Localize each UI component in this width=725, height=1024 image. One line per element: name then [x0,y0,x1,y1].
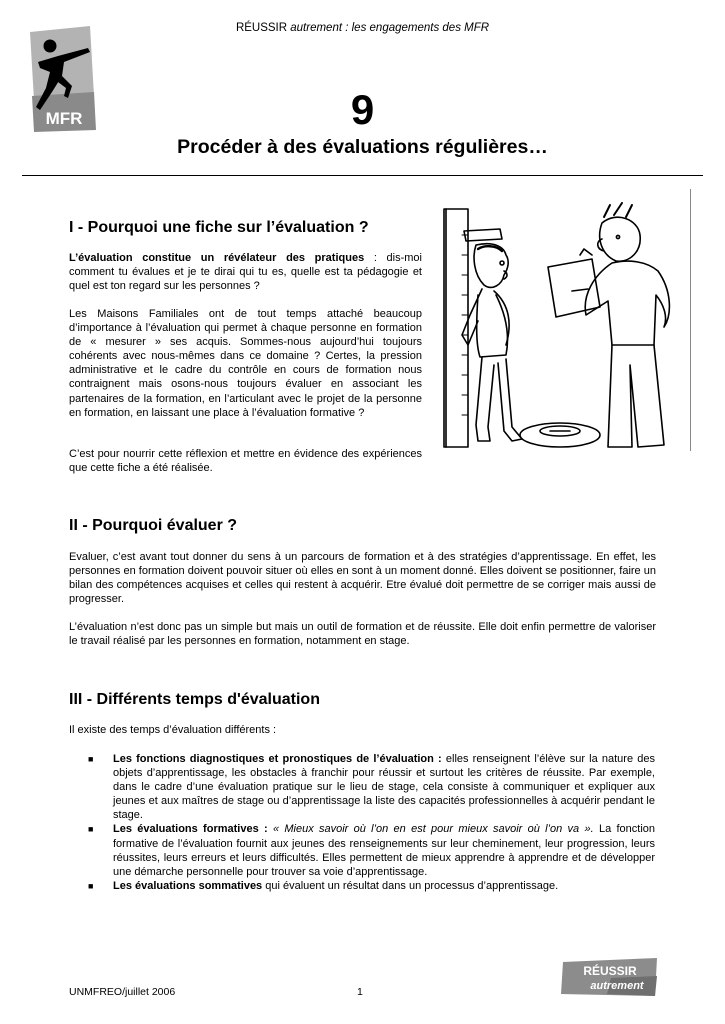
evaluation-types-list [69,752,655,893]
header-tagline: autrement : les engagements des MFR [290,22,490,34]
list-item-text: elles renseignent l’élève sur la nature des objets d’apprentissage, les obstacles à franchir pour réussir et surtout les critères de réussite. Par exemple, dans le cadre d’une évaluation pratique sur le lieu de stage, cela consiste à communiquer et expliquer aux jeunes et aux maîtres de stage ou d’apprentissage la liste des capacités professionnelles à acquérir pendant le stage. [113,753,655,822]
reussir-logo-line2: autrement [590,980,644,992]
reussir-autrement-logo [561,958,659,998]
fiche-number: 9 [350,86,375,133]
list-item-text: La fonction formative de l’évaluation fournit aux jeunes des renseignements sur leur cheminement, leur progression, leurs réussites, leurs erreurs et leurs difficultés. Elles permettent de mieux apprendre à apprendre et de développer une démarche personnelle pour trouver sa voie d’apprentissage. [113,823,655,878]
list-item-italic: « Mieux savoir où l’on en est pour mieux savoir où l’on va ». [267,823,594,836]
page-title: Procéder à des évaluations régulières… [177,136,548,158]
list-item-text: qui évaluent un résultat dans un processus d’apprentissage. [262,879,559,892]
section-3-intro: Il existe des temps d’évaluation différents : [69,724,277,736]
section-1-paragraph-1 [69,251,422,293]
header-brand: RÉUSSIR [235,22,288,34]
section-1-p1-rest: : dis-moi comment tu évalues et je te dirai qui tu es, quelle est ta pédagogie et quel est ton regard sur les personnes ? [69,252,422,293]
list-item-bold: Les évaluations formatives : [113,823,268,836]
section-1-heading: I - Pourquoi une fiche sur l’évaluation ? [69,219,369,236]
list-item-bold: Les fonctions diagnostiques et pronostiques de l’évaluation : [113,753,442,765]
section-2-paragraph-2: L’évaluation n’est donc pas un simple but mais un outil de formation et de réussite. Elle doit enfin permettre de valoriser le travail réalisé par les personnes en formation, notamment en stage. [69,621,656,648]
running-header [0,22,725,34]
list-item [69,822,655,878]
section-3-heading: III - Différents temps d'évaluation [69,691,320,708]
side-divider [690,189,691,451]
list-item-bold: Les évaluations sommatives [113,879,263,892]
footer-date: UNMFREO/juillet 2006 [69,986,176,998]
bullet-square-icon: ■ [88,880,94,891]
section-1-paragraph-3: C’est pour nourrir cette réflexion et mettre en évidence des expériences que cette fiche a été réalisée. [69,448,422,475]
logo-text: MFR [45,109,83,128]
reussir-logo-line1: RÉUSSIR [583,964,637,978]
list-item [69,752,655,822]
bullet-square-icon: ■ [88,754,94,764]
section-2-heading: II - Pourquoi évaluer ? [69,517,238,534]
cartoon-measuring-person-icon [432,195,686,457]
page-number: 1 [357,986,363,998]
title-divider [22,175,703,176]
section-1-paragraph-2: Les Maisons Familiales ont de tout temps attaché beaucoup d’importance à l’évaluation qui permet à chaque personne en formation de « mesurer » ses acquis. Sommes-nous aujourd’hui toujours cohérents avec nous-mêmes dans ce domaine ? Certes, la pression administrative et le cadre du contrôle en cours de formation nous contraignent mais osons-nous toujours évaluer en associant les partenaires de la formation, en l’articulant avec le projet de la personne en formation, en laissant une place à l’évaluation formative ? [69,308,422,419]
list-item [69,879,655,893]
section-2-paragraph-1: Evaluer, c’est avant tout donner du sens à un parcours de formation et à des stratégies d’apprentissage. En effet, les personnes en formation doivent pouvoir situer où elles en sont à un moment donné. Elles doivent se positionner, faire un bilan des compétences acquises et celles qui restent à acquérir. Etre évalué doit permettre de se corriger mais aussi de progresser. [69,551,656,606]
bullet-square-icon: ■ [88,824,94,835]
section-1-p1-bold: L’évaluation constitue un révélateur des pratiques [69,252,365,264]
